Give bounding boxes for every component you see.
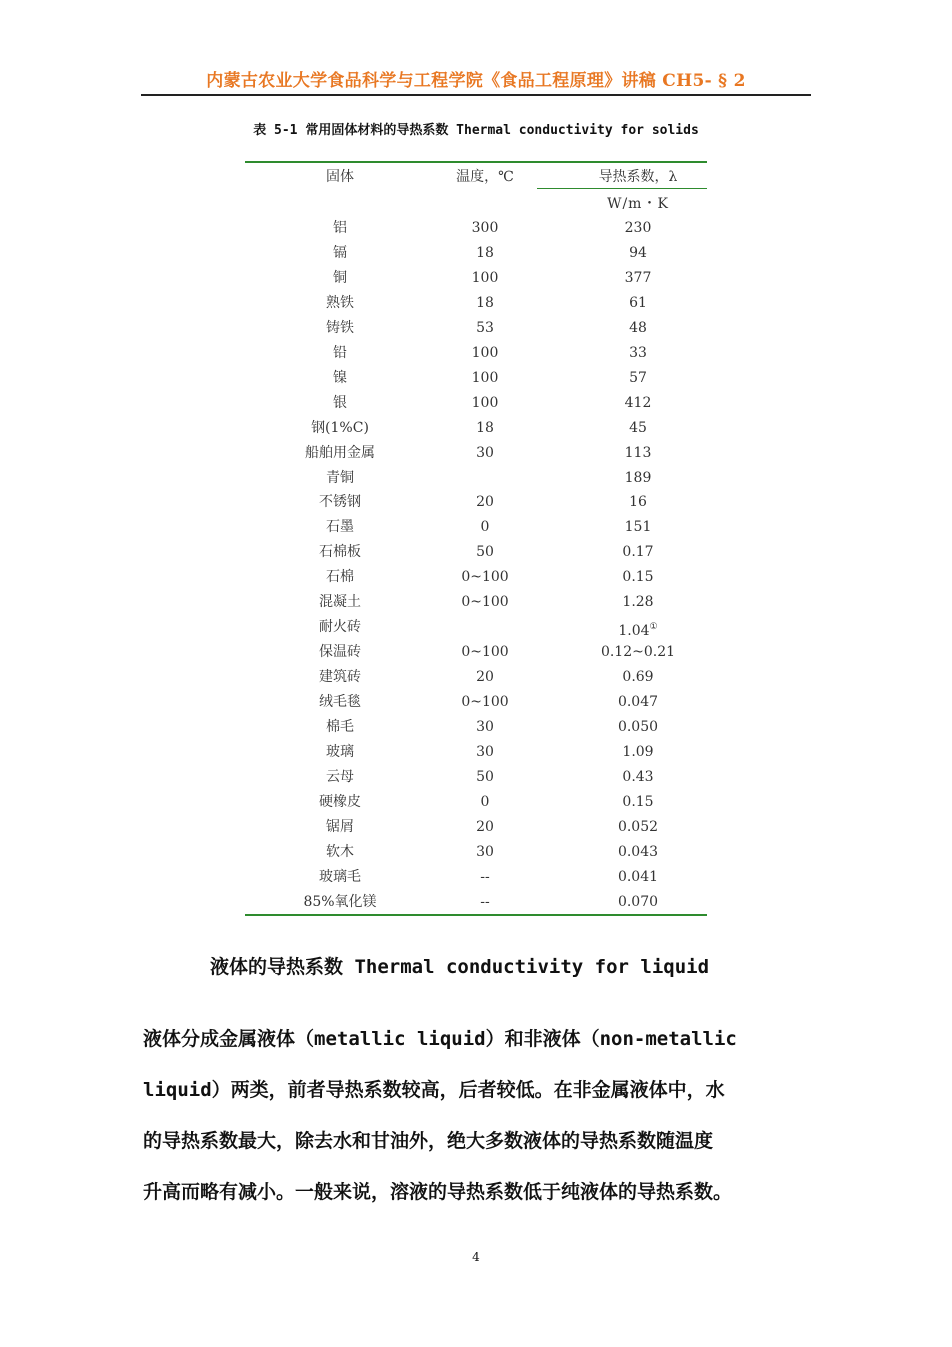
cell-solid: 云母 [326,769,354,785]
cell-conductivity: 0.043 [617,844,659,860]
cell-temperature: 0~100 [461,569,509,585]
cell-solid: 铜 [333,270,347,286]
cell-temperature: 100 [471,270,499,286]
page-number: 4 [472,1250,480,1264]
cell-solid: 棉毛 [326,719,354,735]
table-top-rule [245,161,707,163]
header-rule [141,94,811,96]
cell-temperature: 50 [476,769,494,785]
cell-temperature: 0~100 [461,694,509,710]
header-temperature: 温度，℃ [456,169,514,185]
table-caption: 表 5-1 常用固体材料的导热系数 Thermal conductivity for solids [253,123,699,138]
cell-temperature: -- [480,869,490,885]
cell-conductivity: 33 [629,345,647,361]
cell-conductivity: 1.09 [622,744,654,760]
cell-conductivity: 1.28 [622,594,654,610]
cell-conductivity: 45 [629,420,647,436]
cell-solid: 钢(1%C) [311,420,369,436]
cell-solid: 建筑砖 [319,669,361,685]
cell-conductivity: 230 [624,220,652,236]
table-bottom-rule [245,914,707,916]
cell-solid: 铝 [333,220,347,236]
cell-conductivity [568,619,708,639]
cell-solid: 船舶用金属 [305,445,375,461]
cell-temperature: 30 [476,445,494,461]
cell-solid: 混凝土 [319,594,361,610]
cell-temperature: 20 [476,494,494,510]
cell-temperature: 100 [471,370,499,386]
cell-conductivity-value: 1.04 [618,623,650,639]
cell-conductivity: 151 [624,519,652,535]
cell-solid: 铅 [333,345,347,361]
cell-conductivity: 0.43 [622,769,654,785]
cell-conductivity: 57 [629,370,647,386]
cell-conductivity: 0.041 [617,869,659,885]
paragraph-line: 液体分成金属液体（metallic liquid）和非液体（non-metallic [143,1028,737,1050]
cell-conductivity: 0.050 [617,719,659,735]
cell-solid: 锯屑 [326,819,354,835]
header-conductivity: 导热系数，λ [598,169,678,185]
cell-temperature: -- [480,894,490,910]
cell-temperature: 50 [476,544,494,560]
cell-temperature: 30 [476,719,494,735]
cell-solid: 85%氧化镁 [303,894,377,910]
cell-conductivity: 94 [629,245,647,261]
cell-temperature: 20 [476,669,494,685]
cell-temperature: 0 [480,519,490,535]
cell-temperature: 18 [476,420,494,436]
cell-conductivity: 61 [629,295,647,311]
cell-solid: 石棉 [326,569,354,585]
cell-temperature: 100 [471,345,499,361]
cell-solid: 青铜 [326,470,354,486]
cell-conductivity: 0.15 [622,794,654,810]
cell-conductivity: 48 [629,320,647,336]
cell-conductivity: 0.17 [622,544,654,560]
cell-conductivity: 16 [629,494,647,510]
cell-conductivity: 0.15 [622,569,654,585]
cell-temperature: 0~100 [461,644,509,660]
paragraph-line: liquid）两类，前者导热系数较高，后者较低。在非金属液体中，水 [143,1079,725,1101]
header-sub-rule [537,188,707,189]
cell-temperature: 30 [476,744,494,760]
section-heading: 液体的导热系数 Thermal conductivity for liquid [210,956,710,978]
cell-solid: 不锈钢 [319,494,361,510]
cell-conductivity: 189 [624,470,652,486]
footnote-marker: ① [649,622,658,632]
cell-conductivity: 0.12~0.21 [600,644,676,660]
cell-solid: 银 [333,395,347,411]
cell-temperature: 0 [480,794,490,810]
cell-solid: 镍 [333,370,347,386]
cell-temperature: 53 [476,320,494,336]
cell-temperature: 30 [476,844,494,860]
cell-conductivity: 113 [624,445,652,461]
cell-temperature: 0~100 [461,594,509,610]
cell-temperature: 300 [471,220,499,236]
cell-solid: 铸铁 [326,320,354,336]
header-unit: W/m・K [607,196,669,212]
paragraph-line: 的导热系数最大，除去水和甘油外，绝大多数液体的导热系数随温度 [143,1130,714,1152]
header-solid: 固体 [326,169,354,185]
cell-solid: 玻璃毛 [319,869,361,885]
cell-conductivity: 0.69 [622,669,654,685]
cell-solid: 石墨 [326,519,354,535]
cell-conductivity: 0.070 [617,894,659,910]
cell-conductivity: 0.052 [617,819,659,835]
cell-solid: 玻璃 [326,744,354,760]
paragraph-line: 升高而略有减小。一般来说，溶液的导热系数低于纯液体的导热系数。 [143,1181,733,1203]
cell-temperature: 100 [471,395,499,411]
cell-solid: 耐火砖 [319,619,361,635]
cell-conductivity: 412 [624,395,652,411]
header-title: 内蒙古农业大学食品科学与工程学院《食品工程原理》讲稿 CH5- § 2 [206,71,746,91]
cell-solid: 石棉板 [319,544,361,560]
cell-conductivity: 377 [624,270,652,286]
cell-solid: 硬橡皮 [319,794,361,810]
cell-solid: 软木 [326,844,354,860]
cell-temperature: 18 [476,245,494,261]
cell-solid: 熟铁 [326,295,354,311]
cell-solid: 绒毛毯 [319,694,361,710]
cell-temperature: 20 [476,819,494,835]
cell-solid: 镉 [333,245,347,261]
cell-conductivity: 0.047 [617,694,659,710]
cell-temperature: 18 [476,295,494,311]
cell-solid: 保温砖 [319,644,361,660]
